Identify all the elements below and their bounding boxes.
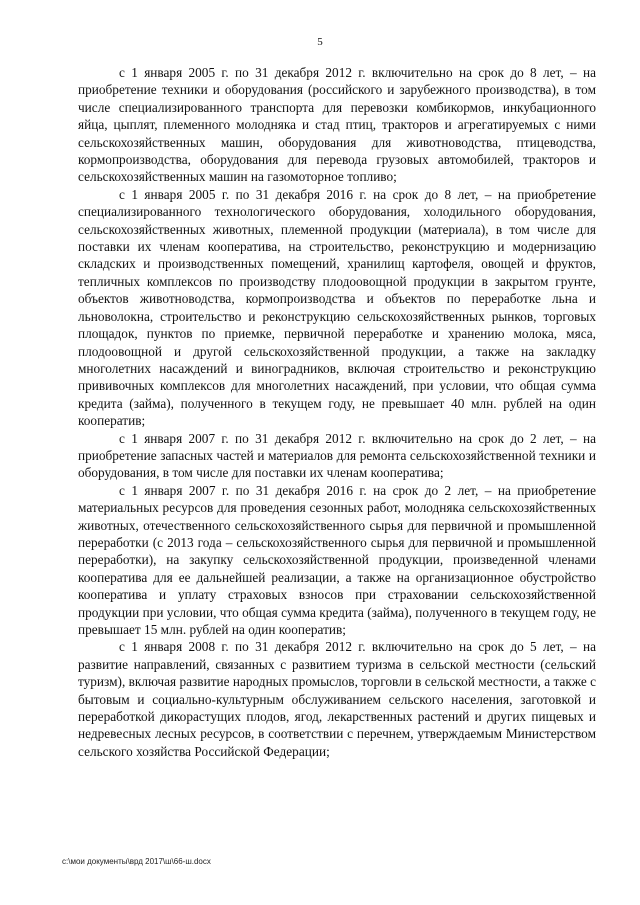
- paragraph-2008-2012-tourism: с 1 января 2008 г. по 31 декабря 2012 г. включительно на срок до 5 лет, – на развитие направлений, связанных с развитием туризма в сельской местности (сельский туризм), включая развитие народных промыслов, торговли в сельской местности, а также с бытовым и социально-культурным обслуживанием сельского населения, заготовкой и переработкой дикорастущих плодов, ягод, лекарственных растений и других пищевых и недревесных лесных ресурсов, в соответствии с перечнем, утверждаемым Министерством сельского хозяйства Российской Федерации;: [78, 639, 596, 759]
- paragraph-2007-2016-materials: с 1 января 2007 г. по 31 декабря 2016 г. на срок до 2 лет, – на приобретение материальных ресурсов для проведения сезонных работ, молодняка сельскохозяйственных животных, отечественного сельскохозяйственного сырья для первичной и промышленной переработки (с 2013 года – сельскохозяйственного сырья для первичной и промышленной переработки), на закупку сельскохозяйственной продукции, произведенной членами кооператива для ее дальнейшей реализации, а также на организационное обустройство кооператива и уплату страховых взносов при страховании сельскохозяйственной продукции при условии, что общая сумма кредита (займа), полученного в текущем году, не превышает 15 млн. рублей на один кооператив;: [78, 482, 596, 637]
- paragraph-2007-2012-spare-parts: с 1 января 2007 г. по 31 декабря 2012 г. включительно на срок до 2 лет, – на приобретение запасных частей и материалов для ремонта сельскохозяйственной техники и оборудования, в том числе для поставки их членам кооператива;: [78, 430, 596, 481]
- document-body: [78, 64, 596, 760]
- page-number: 5: [317, 36, 323, 48]
- footer-file-path: c:\мои документы\врд 2017\ш\66-ш.docx: [62, 857, 211, 866]
- paragraph-2005-2012-equipment: с 1 января 2005 г. по 31 декабря 2012 г. включительно на срок до 8 лет, – на приобретение техники и оборудования (российского и зарубежного производства), в том числе специализированного транспорта для перевозки комбикормов, инкубационного яйца, цыплят, племенного молодняка и стад птиц, тракторов и агрегатируемых с ними сельскохозяйственных машин, оборудования для животноводства, птицеводства, кормопроизводства, оборудования для перевода грузовых автомобилей, тракторов и сельскохозяйственных машин на газомоторное топливо;: [78, 65, 596, 185]
- paragraph-2005-2016-technology: с 1 января 2005 г. по 31 декабря 2016 г. на срок до 8 лет, – на приобретение специализированного технологического оборудования, холодильного оборудования, сельскохозяйственных животных, племенной продукции (материала), в том числе для поставки их членам кооператива, на строительство, реконструкцию и модернизацию складских и производственных помещений, хранилищ картофеля, овощей и фруктов, тепличных комплексов по производству плодоовощной продукции в закрытом грунте, объектов животноводства, кормопроизводства и объектов по переработке льна и льноволокна, строительство и реконструкцию сельскохозяйственных рынков, торговых площадок, пунктов по приемке, первичной переработке и хранению молока, мяса, плодоовощной и другой сельскохозяйственной продукции, а также на закладку многолетних насаждений и виноградников, включая строительство и реконструкцию прививочных комплексов для многолетних насаждений, при условии, что общая сумма кредита (займа), полученного в текущем году, не превышает 40 млн. рублей на один кооператив;: [78, 186, 596, 429]
